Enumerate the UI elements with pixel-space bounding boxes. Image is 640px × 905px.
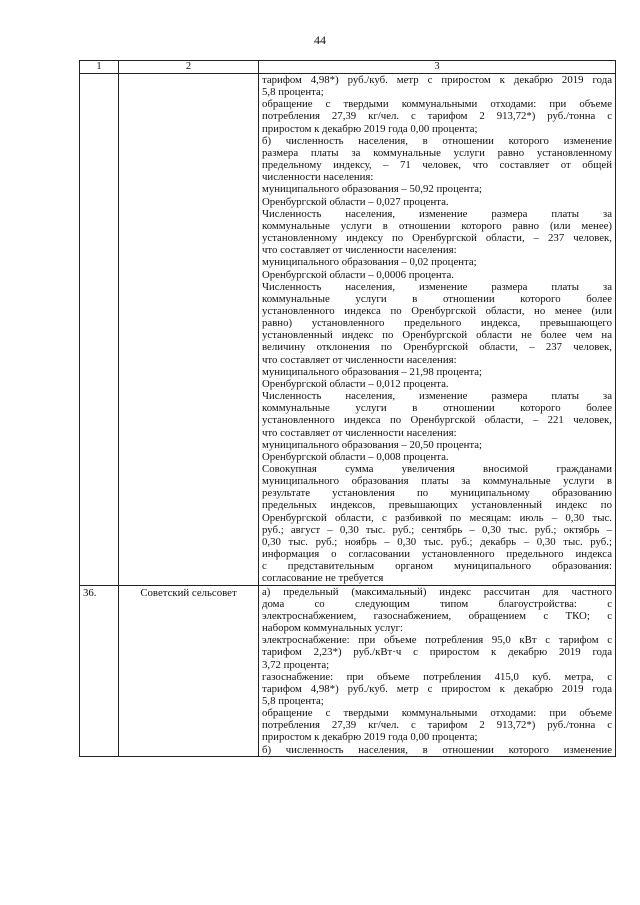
text-line: согласование не требуется [262, 572, 384, 585]
text-line: Оренбургской области – 0,0006 процента. [262, 268, 454, 281]
text-line: коммунальные услуги в отношении которого равно (или менее) [262, 219, 612, 232]
text-line: потребления 27,39 кг/чел. с тарифом 2 913,72*) руб./тонна с [262, 110, 612, 123]
text-line: муниципального образования – 20,50 процента; [262, 438, 483, 451]
row-number-cell: 36. [80, 585, 119, 756]
row-name-cell: Советский сельсовет [119, 585, 259, 756]
text-line: Оренбургской области – 0,012 процента. [262, 377, 449, 390]
text-line: что составляет от численности населения: [262, 244, 457, 257]
text-line: коммунальные услуги в отношении которого более [262, 292, 612, 305]
text-line: электроснабжение: при объеме потребления 95,0 кВт с тарифом с [262, 634, 612, 647]
text-line: равно) установленного предельного индекса, превышающего [262, 317, 612, 330]
text-line: предельных индексов, превышающих установленный индекс по [262, 499, 612, 512]
text-line: приростом к декабрю 2019 года 0,00 процента; [262, 731, 478, 744]
text-line: 3,72 процента; [262, 658, 330, 671]
row-content-text [262, 586, 612, 756]
text-line: тарифом 2,23*) руб./кВт·ч с приростом к декабрю 2019 года [262, 646, 612, 659]
text-line: коммунальные услуги в отношении которого более [262, 402, 612, 415]
table-row-36 [80, 585, 616, 756]
text-line: тарифом 4,98*) руб./куб. метр с приростом к декабрю 2019 года [262, 74, 612, 86]
text-line: руб.; август – 0,30 тыс. руб.; сентябрь – 0,30 тыс. руб.; октябрь – [262, 523, 612, 536]
column-header-2: 2 [119, 61, 259, 74]
text-line: предельному индексу, – 71 человек, что составляет от общей [262, 159, 612, 172]
text-line: 5,8 процента; [262, 694, 324, 707]
text-line: Оренбургской области – 0,008 процента. [262, 450, 449, 463]
page-number: 44 [314, 33, 326, 47]
row-content-cell [259, 585, 616, 756]
text-line: Численность населения, изменение размера платы за [262, 280, 612, 293]
text-line: информация о согласовании установленного предельного индекса [262, 548, 612, 561]
text-line: газоснабжение: при объеме потребления 415,0 куб. метра, с [262, 670, 612, 683]
text-line: дома со следующим типом благоустройства: с [262, 597, 612, 610]
text-line: что составляет от численности населения: [262, 353, 457, 366]
column-header-3: 3 [259, 61, 616, 74]
text-line: приростом к декабрю 2019 года 0,00 процента; [262, 122, 478, 135]
text-line: обращение с твердыми коммунальными отходами: при объеме [262, 98, 612, 111]
text-line: потребления 27,39 кг/чел. с тарифом 2 913,72*) руб./тонна с [262, 719, 612, 732]
text-line: численности населения: [262, 171, 374, 184]
text-line: набором коммунальных услуг: [262, 622, 404, 635]
text-line: Оренбургской области – 0,027 процента. [262, 195, 449, 208]
table-row-continuation [80, 74, 616, 586]
text-line: 0,30 тыс. руб.; ноябрь – 0,30 тыс. руб.; декабрь – 0,30 тыс. руб.; [262, 535, 612, 548]
text-line: б) численность населения, в отношении которого изменение [262, 134, 612, 147]
text-line: установленному индексу по Оренбургской области, – 237 человек, [262, 232, 612, 245]
text-line: обращение с твердыми коммунальными отходами: при объеме [262, 707, 612, 720]
text-line: тарифом 4,98*) руб./куб. метр с приростом к декабрю 2019 года [262, 682, 612, 695]
text-line: установленного индекса по Оренбургской области, – 221 человек, [262, 414, 612, 427]
table-header-row [80, 61, 616, 74]
row-content-text [262, 74, 612, 585]
text-line: муниципального образования – 50,92 процента; [262, 183, 483, 196]
text-line: муниципального образования – 0,02 процента; [262, 256, 477, 269]
text-line: с представительным органом муниципального образования: [262, 560, 612, 573]
text-line: Численность населения, изменение размера платы за [262, 207, 612, 220]
row-name-cell [119, 74, 259, 586]
text-line: установленный индекс по Оренбургской области не более чем на [262, 329, 612, 342]
row-number-cell [80, 74, 119, 586]
text-line: величину отклонения по Оренбургской области, – 237 человек, [262, 341, 612, 354]
text-line: а) предельный (максимальный) индекс рассчитан для частного [262, 585, 612, 598]
column-header-1: 1 [80, 61, 119, 74]
text-line: что составляет от численности населения: [262, 426, 457, 439]
data-table [79, 60, 616, 757]
text-line: 5,8 процента; [262, 86, 324, 99]
text-line: Численность населения, изменение размера платы за [262, 390, 612, 403]
text-line: размера платы за коммунальные услуги равно установленному [262, 146, 612, 159]
text-line: Совокупная сумма увеличения вносимой гражданами [262, 463, 612, 475]
text-line: б) численность населения, в отношении которого изменение [262, 743, 612, 756]
row-content-cell [259, 74, 616, 586]
text-line: результате установления по муниципальному образованию [262, 487, 612, 500]
text-line: муниципального образования платы за коммунальные услуги в [262, 475, 612, 488]
text-line: электроснабжением, газоснабжением, обращением с ТКО; с [262, 609, 612, 622]
text-line: установленного индекса по Оренбургской области, но менее (или [262, 304, 612, 317]
text-line: муниципального образования – 21,98 процента; [262, 365, 483, 378]
text-line: Оренбургской области, с разбивкой по месяцам: июль – 0,30 тыс. [262, 511, 612, 524]
